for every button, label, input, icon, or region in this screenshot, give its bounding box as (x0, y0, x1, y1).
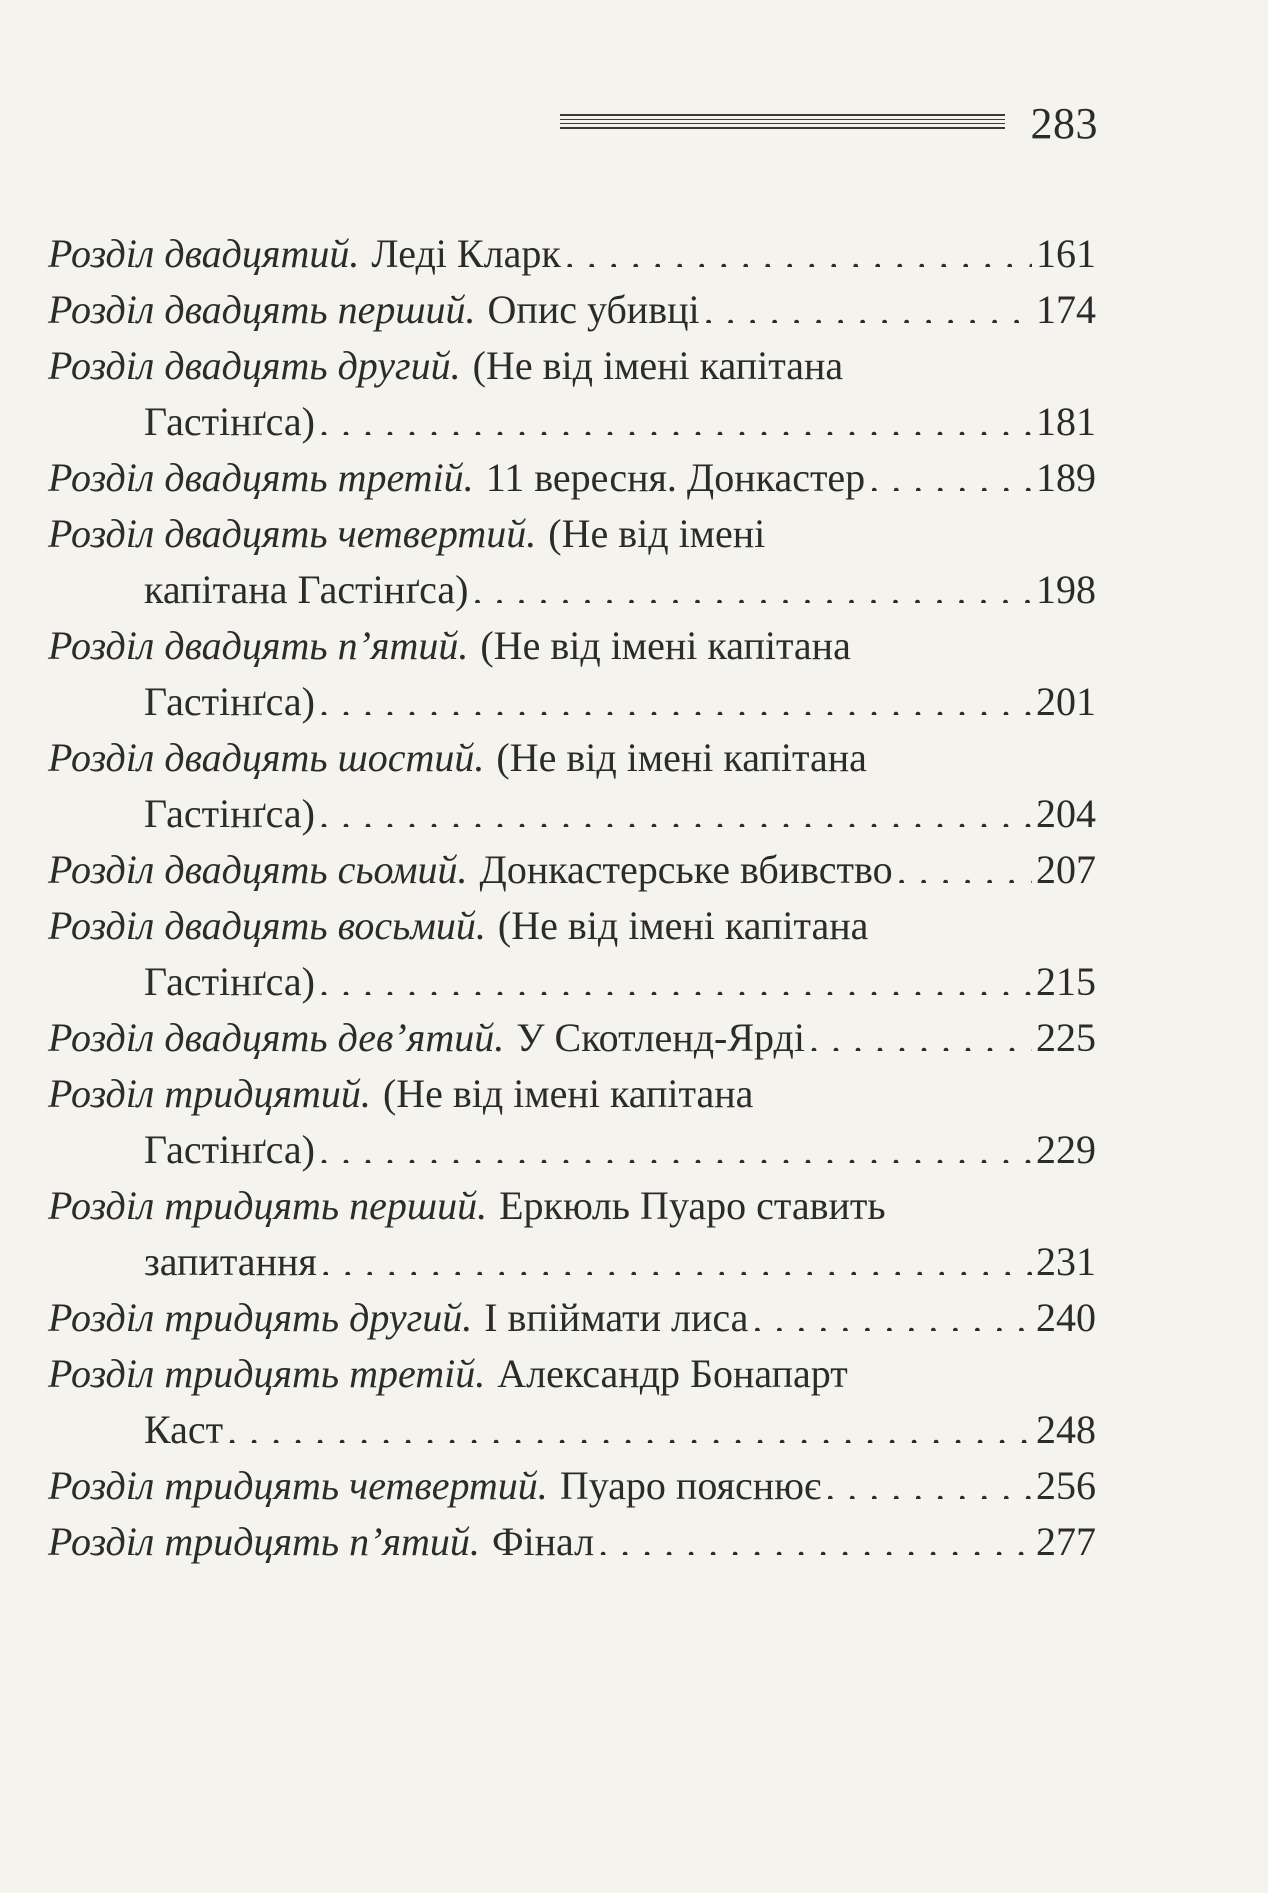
chapter-title: Донкастерське вбивство (479, 847, 893, 892)
chapter-title: (Не від імені капітана (472, 343, 844, 388)
chapter-title: Опис убивці (487, 287, 700, 332)
toc-entry (48, 1178, 1096, 1290)
toc-entry (48, 1514, 1096, 1570)
leader-dots (227, 1403, 1032, 1443)
toc-entry-line (48, 1010, 1096, 1066)
chapter-label: Розділ двадцять восьмий. (48, 903, 486, 948)
leader-dots (319, 1123, 1032, 1163)
toc-entry-continuation (48, 954, 1096, 1010)
page-ref: 207 (1036, 847, 1096, 892)
toc-entry-line (48, 1458, 1096, 1514)
page-ref: 161 (1036, 231, 1096, 276)
chapter-label: Розділ двадцять другий. (48, 343, 461, 388)
toc-entry (48, 1458, 1096, 1514)
chapter-title: Пуаро пояснює (559, 1463, 822, 1508)
leader-dots (825, 1459, 1032, 1499)
chapter-title: (Не від імені капітана (480, 623, 851, 668)
page-ref: 174 (1036, 287, 1096, 332)
toc-entry-line (48, 1290, 1096, 1346)
toc-entry-line (48, 842, 1096, 898)
chapter-label: Розділ тридцять другий. (48, 1295, 473, 1340)
chapter-title: 11 вересня. Донкастер (485, 455, 866, 500)
toc-entry (48, 282, 1096, 338)
chapter-title: (Не від імені капітана (496, 735, 867, 780)
page-ref: 215 (1036, 959, 1096, 1004)
page-ref: 277 (1036, 1519, 1096, 1564)
page-ref: 198 (1036, 567, 1096, 612)
page-ref: 181 (1036, 399, 1096, 444)
toc-entry-line (48, 1346, 1096, 1402)
toc-entry (48, 898, 1096, 1010)
toc-entry-continuation (48, 1402, 1096, 1458)
chapter-label: Розділ двадцять сьомий. (48, 847, 468, 892)
toc-entry (48, 450, 1096, 506)
chapter-label: Розділ двадцять п’ятий. (48, 623, 469, 668)
chapter-label: Розділ двадцять перший. (48, 287, 476, 332)
chapter-title: (Не від імені капітана (382, 1071, 754, 1116)
leader-dots (752, 1291, 1032, 1331)
page-ref: 240 (1036, 1295, 1096, 1340)
toc-entry-line (48, 1178, 1096, 1234)
toc-entry-continuation (48, 394, 1096, 450)
chapter-label: Розділ тридцять п’ятий. (48, 1519, 480, 1564)
leader-dots (869, 451, 1032, 491)
page-ref: 248 (1036, 1407, 1096, 1452)
chapter-label: Розділ двадцять дев’ятий. (48, 1015, 505, 1060)
toc-entry (48, 1010, 1096, 1066)
page-ref: 256 (1036, 1463, 1096, 1508)
toc-entry (48, 506, 1096, 618)
table-of-contents (48, 226, 1096, 1570)
chapter-label: Розділ двадцять четвертий. (48, 511, 537, 556)
leader-dots (565, 227, 1032, 267)
chapter-title-continued: Гастінґса) (144, 399, 315, 444)
toc-entry-line (48, 450, 1096, 506)
chapter-title-continued: капітана Гастінґса) (144, 567, 469, 612)
chapter-title: Леді Кларк (371, 231, 561, 276)
chapter-title: У Скотленд-Ярді (516, 1015, 805, 1060)
leader-dots (319, 955, 1032, 995)
chapter-title: (Не від імені капітана (497, 903, 869, 948)
toc-entry-continuation (48, 786, 1096, 842)
chapter-title: Александр Бонапарт (497, 1351, 848, 1396)
toc-entry-continuation (48, 1122, 1096, 1178)
chapter-title-continued: Гастінґса) (144, 791, 315, 836)
chapter-title: І впіймати лиса (484, 1295, 749, 1340)
chapter-title: (Не від імені (548, 511, 766, 556)
page-ref: 204 (1036, 791, 1096, 836)
chapter-label: Розділ двадцять шостий. (48, 735, 485, 780)
leader-dots (319, 675, 1032, 715)
chapter-title-continued: Каст (144, 1407, 224, 1452)
toc-entry (48, 338, 1096, 450)
chapter-label: Розділ двадцятий. (48, 231, 360, 276)
page-ref: 201 (1036, 679, 1096, 724)
chapter-title-continued: Гастінґса) (144, 959, 315, 1004)
page-ref: 225 (1036, 1015, 1096, 1060)
leader-dots (319, 395, 1032, 435)
page-number: 283 (1030, 99, 1098, 148)
toc-entry-line (48, 618, 1096, 674)
chapter-title-continued: Гастінґса) (144, 679, 315, 724)
leader-dots (704, 283, 1032, 323)
running-header (560, 96, 1098, 152)
toc-entry (48, 1066, 1096, 1178)
toc-entry-line (48, 1066, 1096, 1122)
toc-entry (48, 226, 1096, 282)
chapter-title-continued: запитання (144, 1239, 317, 1284)
page-ref: 231 (1036, 1239, 1096, 1284)
toc-entry-line (48, 226, 1096, 282)
leader-dots (897, 843, 1032, 883)
chapter-label: Розділ тридцять третій. (48, 1351, 486, 1396)
page-ref: 189 (1036, 455, 1096, 500)
toc-entry-line (48, 282, 1096, 338)
chapter-title: Еркюль Пуаро ставить (499, 1183, 886, 1228)
chapter-label: Розділ двадцять третій. (48, 455, 474, 500)
page-ref: 229 (1036, 1127, 1096, 1172)
toc-entry (48, 842, 1096, 898)
toc-entry-continuation (48, 562, 1096, 618)
toc-entry-line (48, 338, 1096, 394)
toc-entry-continuation (48, 1234, 1096, 1290)
toc-entry-line (48, 898, 1096, 954)
leader-dots (321, 1235, 1032, 1275)
toc-entry-line (48, 730, 1096, 786)
toc-entry-line (48, 506, 1096, 562)
toc-entry (48, 1346, 1096, 1458)
chapter-label: Розділ тридцять четвертий. (48, 1463, 548, 1508)
toc-entry (48, 730, 1096, 842)
chapter-label: Розділ тридцятий. (48, 1071, 371, 1116)
chapter-title: Фінал (491, 1519, 595, 1564)
leader-dots (809, 1011, 1032, 1051)
leader-dots (472, 563, 1032, 603)
toc-entry (48, 1290, 1096, 1346)
toc-entry-line (48, 1514, 1096, 1570)
header-rules (560, 114, 1005, 132)
chapter-label: Розділ тридцять перший. (48, 1183, 488, 1228)
chapter-title-continued: Гастінґса) (144, 1127, 315, 1172)
leader-dots (319, 787, 1032, 827)
leader-dots (598, 1515, 1032, 1555)
toc-entry-continuation (48, 674, 1096, 730)
toc-entry (48, 618, 1096, 730)
